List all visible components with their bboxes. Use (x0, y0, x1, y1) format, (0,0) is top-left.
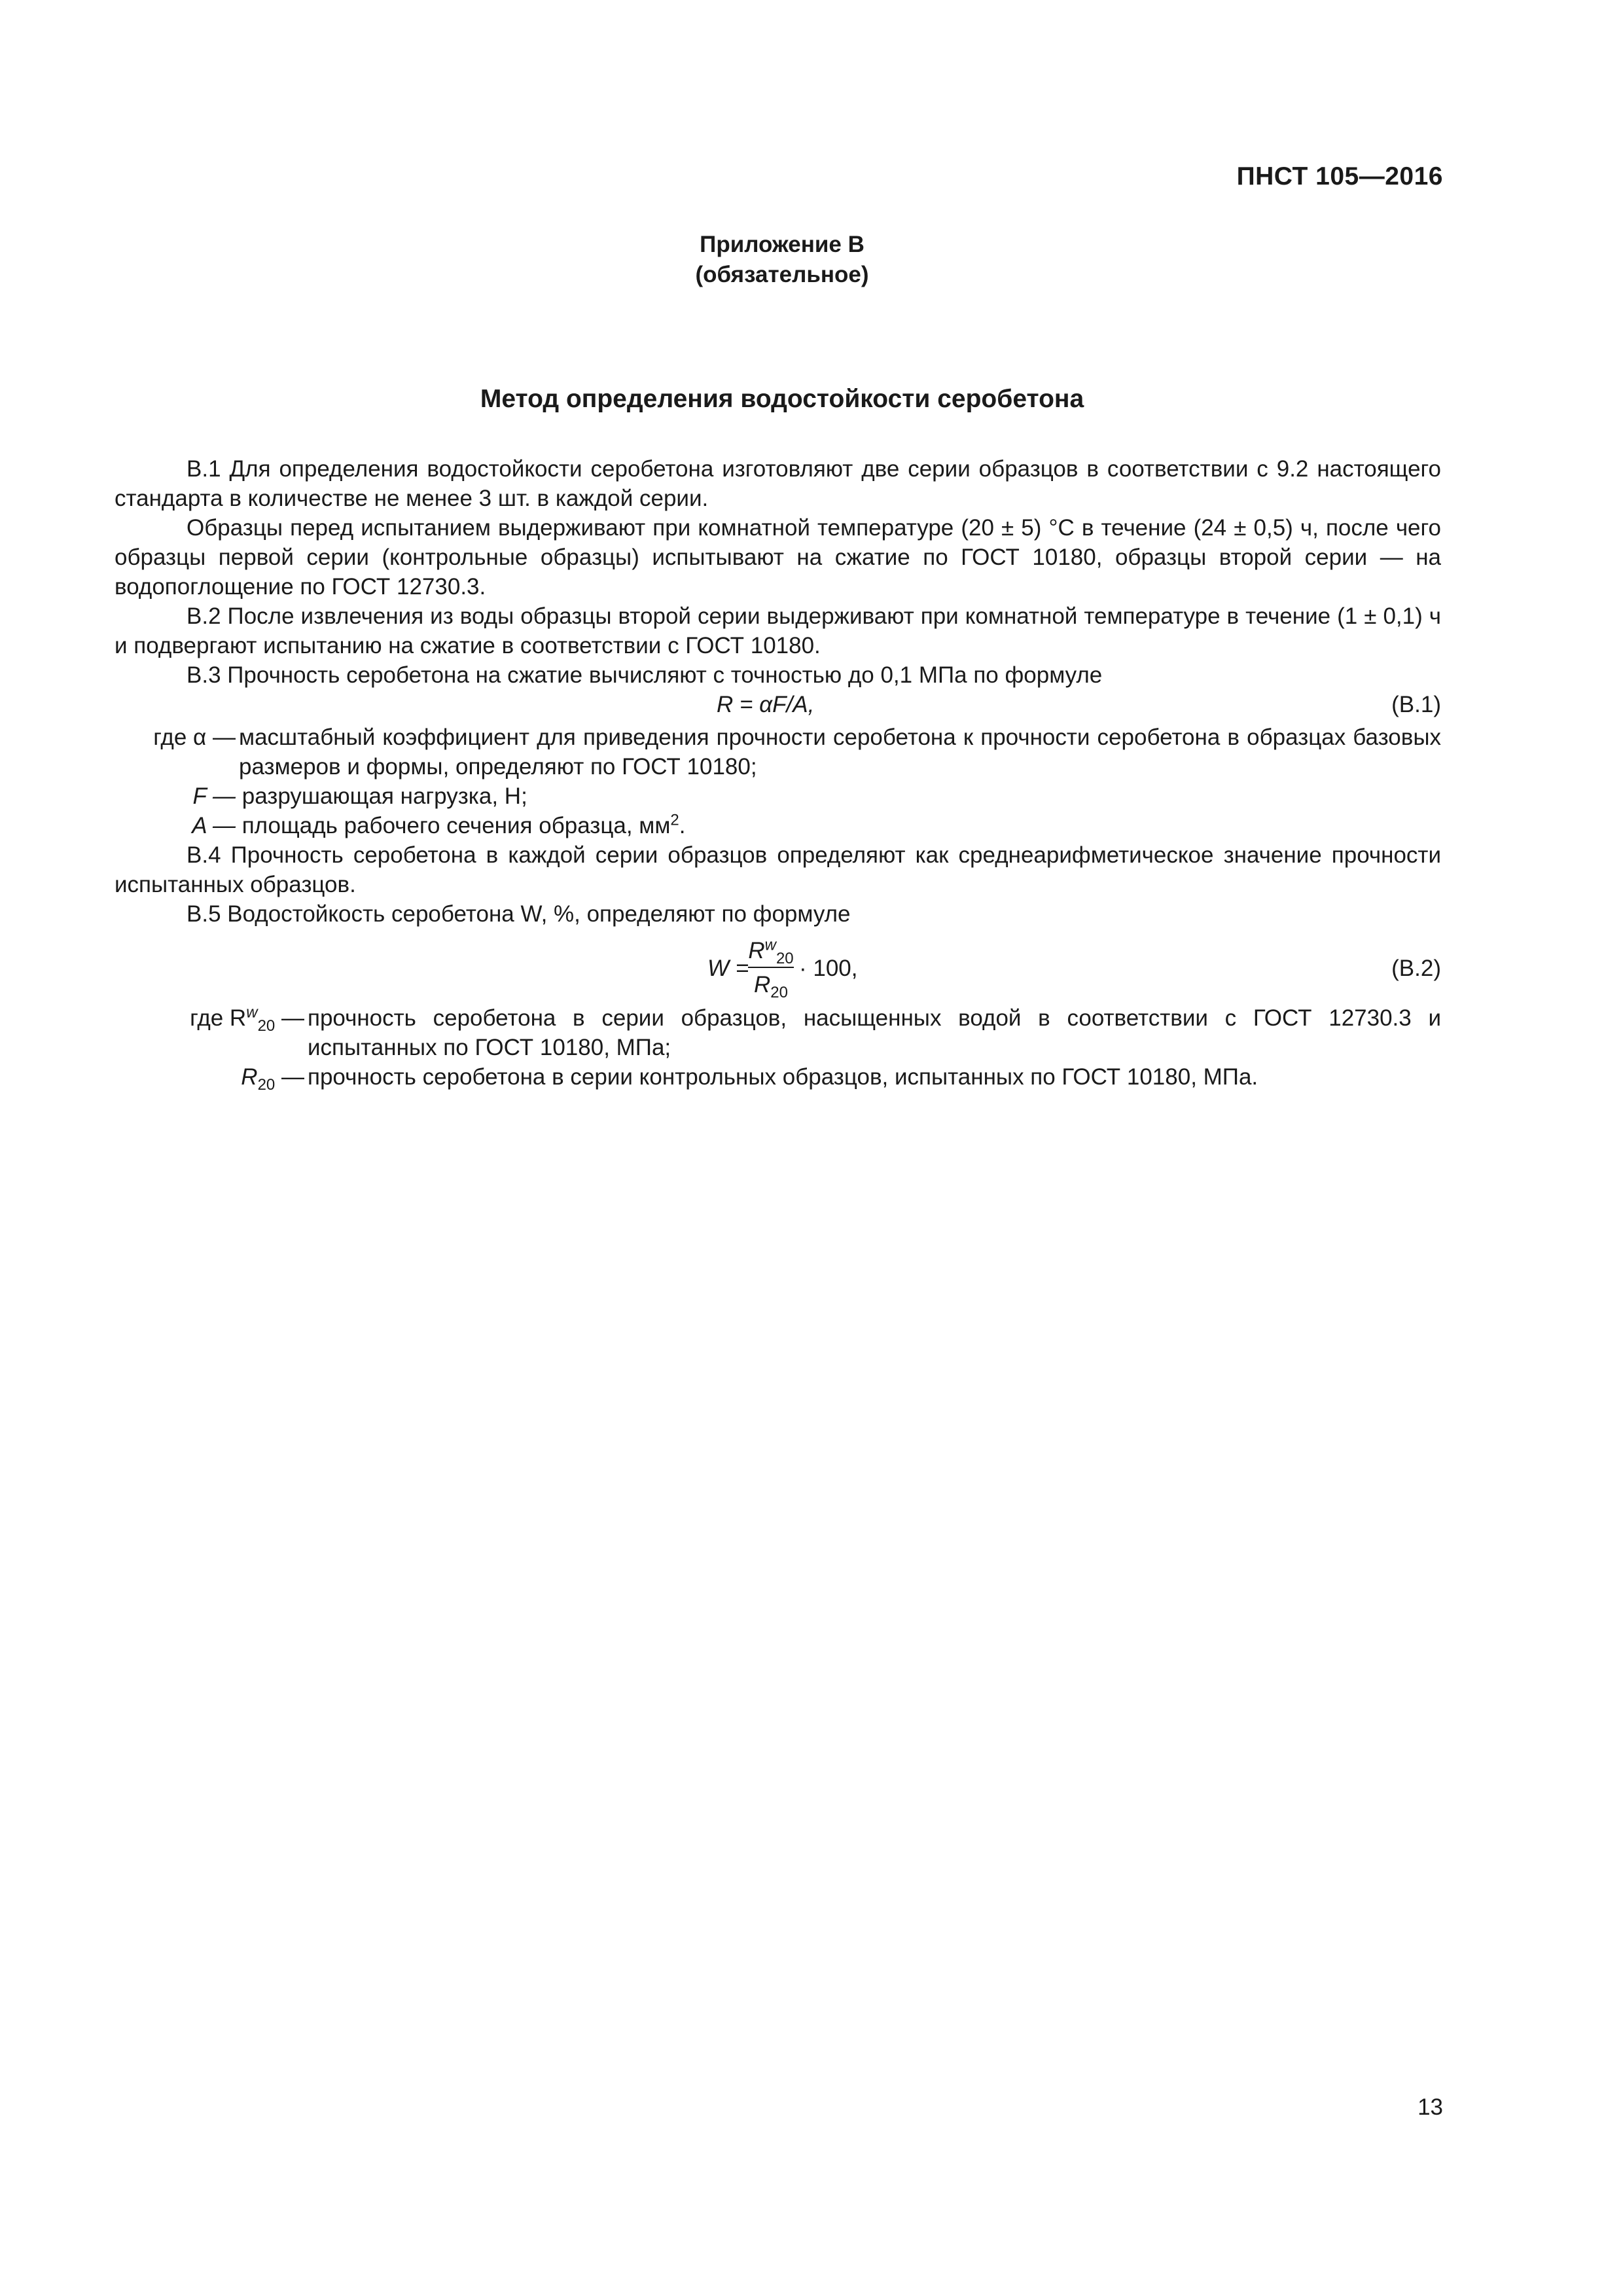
definition-a (115, 811, 1441, 840)
definition-alpha (115, 723, 1441, 781)
paragraph-b4: В.4 Прочность серобетона в каждой серии образцов определяют как среднеарифметическое значение прочности испытанных образцов. (115, 842, 1441, 897)
definition-a-superscript: 2 (670, 811, 679, 829)
paragraph-b1: В.1 Для определения водостойкости серобетона изготовляют две серии образцов в соответствии с 9.2 настоящего стандарта в количестве не менее 3 шт. в каждой серии. (115, 456, 1441, 511)
definition-r20 (115, 1062, 1441, 1092)
definition-a-end: . (679, 813, 686, 838)
formula-b1-number: (В.1) (1391, 692, 1441, 717)
document-code: ПНСТ 105—2016 (1236, 162, 1443, 190)
page-number: 13 (1418, 2094, 1443, 2120)
formula-b2 (115, 935, 1441, 1003)
definition-a-lead: A — (192, 813, 236, 838)
paragraph-b5: В.5 Водостойкость серобетона W, %, определяют по формуле (187, 901, 851, 927)
definition-r20-text: прочность серобетона в серии контрольных образцов, испытанных по ГОСТ 10180, МПа. (308, 1064, 1258, 1090)
definition-r20w (115, 1003, 1441, 1062)
formula-b1-expression: R = αF/A, (717, 692, 815, 717)
formula-b1 (115, 690, 1441, 723)
formula-b2-fraction (748, 935, 794, 999)
formula-b2-numerator: $R^w_{20}$ (748, 936, 794, 967)
section-title: Метод определения водостойкости серобетона (480, 385, 1084, 413)
definition-r20w-lead: где $R^w_{20}$ — (190, 1003, 304, 1035)
formula-b2-lhs: W = (707, 956, 749, 981)
paragraph-b1-continued: Образцы перед испытанием выдерживают при комнатной температуре (20 ± 5) °С в течение (24 ± 0,5) ч, после чего образцы первой серии (контрольные образцы) испытывают на сжатие по ГОСТ 10180, образцы второй серии — на водопоглощение по ГОСТ 12730.3. (115, 515, 1441, 600)
formula-b2-denominator: $R_{20}$ (754, 972, 788, 1001)
annex-title: Приложение В (700, 232, 865, 257)
definition-r20w-text: прочность серобетона в серии образцов, насыщенных водой в соответствии с ГОСТ 12730.3 и испытанных по ГОСТ 10180, МПа; (308, 1005, 1441, 1060)
paragraph-b2: В.2 После извлечения из воды образцы второй серии выдерживают при комнатной температуре в течение (1 ± 0,1) ч и подвергают испытанию на сжатие в соответствии с ГОСТ 10180. (115, 603, 1441, 658)
definition-f (115, 781, 1441, 811)
formula-b2-multiplier: · 100, (799, 956, 858, 981)
definition-f-lead: F — (192, 783, 236, 809)
formula-b2-number: (В.2) (1391, 956, 1441, 981)
document-body (115, 454, 1441, 1092)
annex-status: (обязательное) (695, 262, 869, 287)
definition-r20-lead: $R_{20}$ — (241, 1064, 304, 1094)
definition-a-text: площадь рабочего сечения образца, мм (241, 813, 671, 838)
paragraph-b3: В.3 Прочность серобетона на сжатие вычисляют с точностью до 0,1 МПа по формуле (187, 662, 1103, 688)
definition-alpha-text: масштабный коэффициент для приведения прочности серобетона к прочности серобетона в образцах базовых размеров и формы, определяют по ГОСТ 10180; (239, 725, 1441, 780)
definition-alpha-lead: где α — (153, 725, 236, 750)
definition-f-text: разрушающая нагрузка, Н; (241, 783, 527, 809)
